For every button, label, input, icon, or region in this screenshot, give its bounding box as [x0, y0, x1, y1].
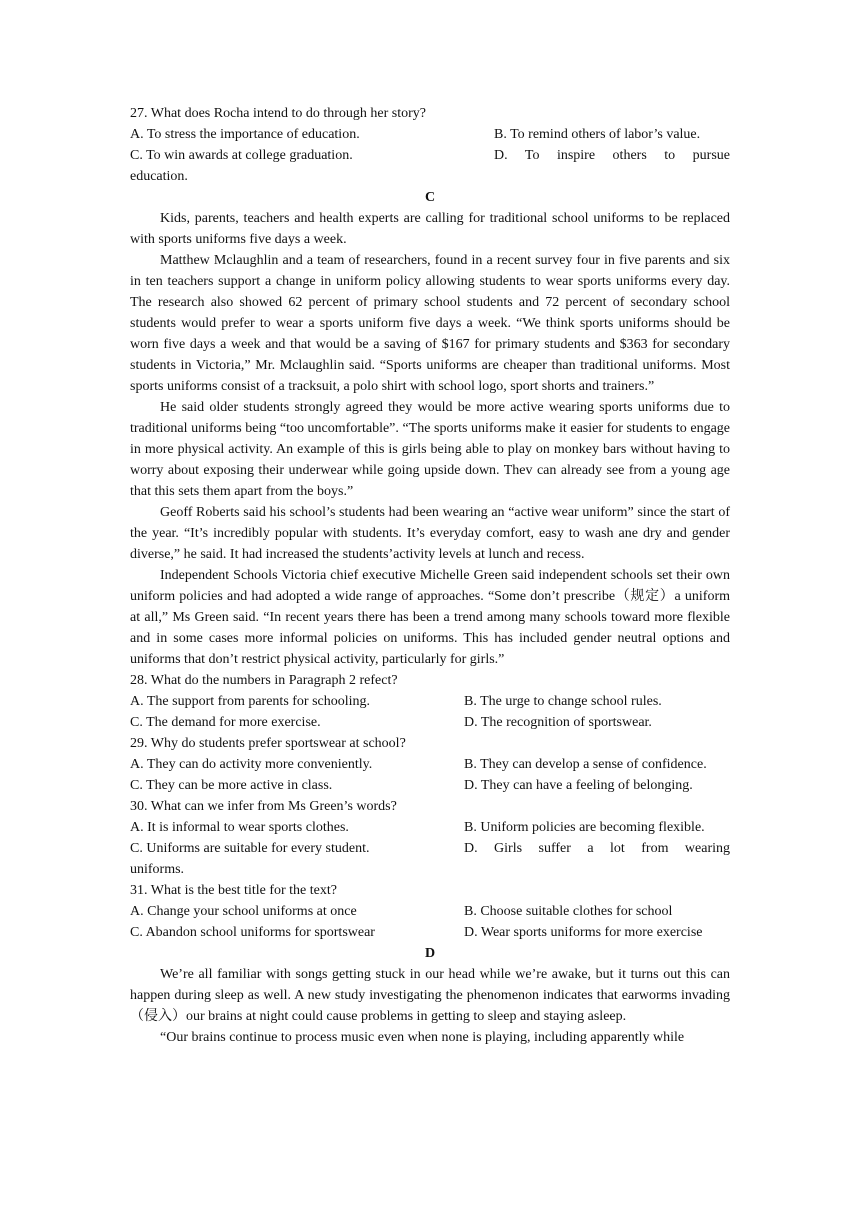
q31-option-b: B. Choose suitable clothes for school — [464, 904, 673, 919]
question-28-options — [130, 691, 730, 733]
question-31-options — [130, 901, 730, 943]
section-d-heading: D — [424, 946, 436, 961]
question-27: 27. What does Rocha intend to do through her story? — [130, 106, 427, 121]
q28-option-d: D. The recognition of sportswear. — [464, 715, 652, 730]
question-30: 30. What can we infer from Ms Green’s words? — [130, 799, 397, 814]
section-c-paragraph: Matthew Mclaughlin and a team of researchers, found in a recent survey four in five parents and six in ten teachers support a change in uniform policy allowing students to wear sports uniforms every day. The research also showed 62 percent of primary school students and 72 percent of secondary school students would prefer to wear a sports uniform five days a week. “We think sports uniforms should be worn five days a week and that would be a saving of $167 for primary students and $363 for secondary students in Victoria,” Mr. Mclaughlin said. “Sports uniforms are cheaper than traditional uniforms. Most sports uniforms consist of a tracksuit, a polo shirt with school logo, sport shorts and trainers.” — [130, 253, 730, 394]
q28-option-c: C. The demand for more exercise. — [130, 715, 321, 730]
question-31: 31. What is the best title for the text? — [130, 883, 337, 898]
section-c-paragraph: Kids, parents, teachers and health experts are calling for traditional school uniforms to be replaced with sports uniforms five days a week. — [130, 211, 730, 247]
q28-option-b: B. The urge to change school rules. — [464, 694, 662, 709]
q27-option-d: D. To inspire others to pursue — [494, 148, 730, 163]
question-28: 28. What do the numbers in Paragraph 2 refect? — [130, 673, 398, 688]
q29-option-c: C. They can be more active in class. — [130, 778, 333, 793]
q31-option-c: C. Abandon school uniforms for sportswear — [130, 925, 375, 940]
question-30-options — [130, 817, 730, 859]
q27-option-b: B. To remind others of labor’s value. — [494, 127, 701, 142]
section-d-paragraph: “Our brains continue to process music even when none is playing, including apparently while — [160, 1030, 685, 1045]
section-d-paragraph: We’re all familiar with songs getting stuck in our head while we’re awake, but it turns out this can happen during sleep as well. A new study investigating the phenomenon indicates that earworms invading（侵入）our brains at night could cause problems in getting to sleep and staying asleep. — [130, 967, 730, 1024]
section-c-paragraph: He said older students strongly agreed they would be more active wearing sports uniforms due to traditional uniforms being “too uncomfortable”. “The sports uniforms make it easier for students to engage in more physical activity. An example of this is girls being able to play on monkey bars without having to worry about exposing their underwear while going upside down. Thev can already see from a young age that this sets them apart from the boys.” — [130, 400, 730, 499]
question-29: 29. Why do students prefer sportswear at school? — [130, 736, 406, 751]
q27-option-a: A. To stress the importance of education. — [130, 127, 360, 142]
question-27-options — [130, 124, 730, 166]
q30-option-b: B. Uniform policies are becoming flexible. — [464, 820, 705, 835]
q27-option-d-continuation: education. — [130, 169, 188, 184]
q30-option-d: D. Girls suffer a lot from wearing — [464, 841, 730, 856]
q28-option-a: A. The support from parents for schooling. — [130, 694, 371, 709]
q30-option-d-continuation: uniforms. — [130, 862, 185, 877]
question-29-options — [130, 754, 730, 796]
q31-option-d: D. Wear sports uniforms for more exercise — [464, 925, 703, 940]
q30-option-a: A. It is informal to wear sports clothes. — [130, 820, 349, 835]
q30-option-c: C. Uniforms are suitable for every student. — [130, 841, 370, 856]
q29-option-b: B. They can develop a sense of confidence. — [464, 757, 707, 772]
q31-option-a: A. Change your school uniforms at once — [130, 904, 357, 919]
section-c-paragraph: Geoff Roberts said his school’s students had been wearing an “active wear uniform” since the start of the year. “It’s incredibly popular with students. It’s everyday comfort, easy to wash ane dry and gender diverse,” he said. It had increased the students’activity levels at lunch and recess. — [130, 505, 730, 562]
q27-option-c: C. To win awards at college graduation. — [130, 148, 353, 163]
exam-page — [130, 103, 730, 1048]
q29-option-d: D. They can have a feeling of belonging. — [464, 778, 693, 793]
q29-option-a: A. They can do activity more conveniently. — [130, 757, 373, 772]
section-c-heading: C — [424, 190, 436, 205]
section-c-paragraph: Independent Schools Victoria chief executive Michelle Green said independent schools set their own uniform policies and had adopted a wide range of approaches. “Some don’t prescribe（规定）a uniform at all,” Ms Green said. “In recent years there has been a trend among many schools toward more flexible and in some cases more informal policies on uniforms. This has included gender neutral options and uniforms that don’t restrict physical activity, particularly for girls.” — [130, 568, 730, 667]
